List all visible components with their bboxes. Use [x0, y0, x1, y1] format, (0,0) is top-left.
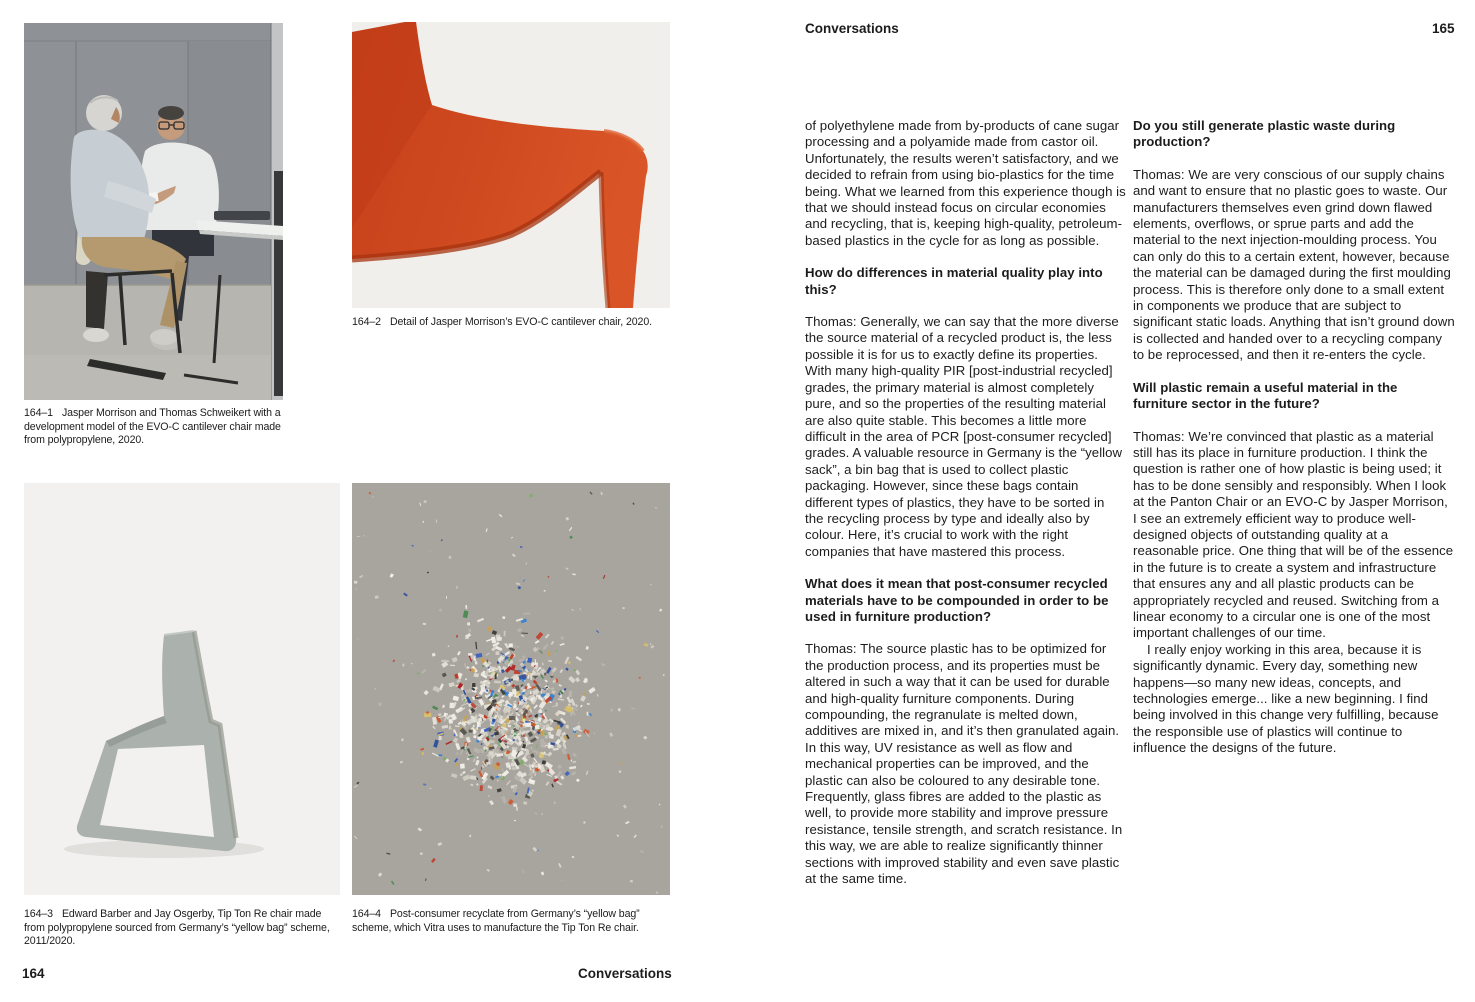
evo-c-chair-illustration: [352, 22, 670, 308]
right-page-number: 165: [1432, 21, 1455, 36]
answer-paragraph: Thomas: Generally, we can say that the more diverse the source material of a recycled product is, the less possible it is for us to exactly define its properties. With many high-quality PIR [post-industrial recycled] grades, the primary material is almost completely pure, and so the properties of the resulting material are also quite stable. This becomes a little more difficult in the area of PCR [post-consumer recycled] grades. A valuable resource in Germany is the “yellow sack”, a bin bag that is used to collect plastic packaging. However, since these bags contain different types of plastics, they have to be sorted in the recycling process by type and ideally also by colour. Here, it’s crucial to work with the right companies that have mastered this process.: [805, 314, 1123, 559]
left-page: [0, 0, 737, 1002]
left-page-number: 164: [22, 966, 45, 981]
question-heading: How do differences in material quality play into this?: [805, 265, 1103, 297]
figure-number: 164–4: [352, 908, 381, 920]
question-heading: Do you still generate plastic waste during production?: [1133, 118, 1396, 150]
caption-164-3: [24, 908, 330, 949]
caption-text: Edward Barber and Jay Osgerby, Tip Ton Re chair made from polypropylene sourced from Germany’s “yellow bag” scheme, 2011/2020.: [24, 908, 330, 948]
answer-paragraph: Thomas: We’re convinced that plastic as a material still has its place in furniture production. I think the question is rather one of how plastic is being used; it has to be done sensibly and responsibly. When I look at the Panton Chair or an EVO-C by Jasper Morrison, I see an extremely efficient way to produce well-designed objects of outstanding quality at a reasonable price. One thing that will be of the essence in the future is to create a system and infrastructure that ensures any and all plastic products can be appropriately recycled and reused. Switching from a linear economy to a circular one is one of the most important challenges of our time.: [1133, 428, 1454, 641]
question-heading: What does it mean that post-consumer recycled materials have to be compounded in order to be used in furniture production?: [805, 576, 1109, 624]
caption-164-2: [352, 316, 670, 330]
question-heading: Will plastic remain a useful material in the furniture sector in the future?: [1133, 379, 1398, 412]
figure-number: 164–1: [24, 407, 53, 419]
interview-photo-illustration: [24, 23, 283, 400]
answer-paragraph: Thomas: The source plastic has to be optimized for the production process, and its properties must be altered in such a way that it can be used for durable and high-quality furniture components. During compounding, the regranulate is melted down, additives are mixed in, and it’s then granulated again. In this way, UV resistance as well as flow and mechanical properties can be improved, and the plastic can also be coloured to any desirable tone. Frequently, glass fibres are added to the plastic as well, to provide more stability and improve pressure resistance, tensile strength, and scratch resistance. In this way, we are able to realize significantly thinner sections with improved stability and even save plastic at the same time.: [805, 641, 1123, 887]
interview-column-2: [1133, 118, 1455, 757]
left-page-section-footer: Conversations: [578, 966, 672, 981]
figure-164-3-photo: [24, 483, 340, 895]
answer-paragraph: of polyethylene made from by-products of cane sugar processing and a polyamide made from castor oil. Unfortunately, the results weren’t satisfactory, and we decided to refrain from using bio-plastics for the time being. What we learned from this experience though is that we should instead focus on circular economies and recycling, that is, keeping high-quality, petroleum-based plastics in the cycle for as long as possible.: [805, 118, 1126, 248]
interview-column-1: [805, 118, 1126, 887]
figure-164-4-photo: [352, 483, 670, 895]
caption-164-4: [352, 908, 670, 935]
right-page-section-header: Conversations: [805, 21, 899, 36]
answer-paragraph: Thomas: We are very conscious of our supply chains and want to ensure that no plastic goes to waste. Our manufacturers themselves even grind down flawed elements, overflows, or sprue parts and add the material to the next injection-moulding process. You can only do this to a certain extent, however, because the material can be damaged during the first moulding process. This is therefore only done to a small extent in components we produce that are subject to significant static loads. Anything that isn’t ground down is collected and handed over to a recycling company to be reprocessed, and then it re-enters the cycle.: [1133, 166, 1455, 363]
figure-number: 164–3: [24, 908, 53, 920]
figure-164-1-photo: [24, 23, 283, 400]
figure-164-2-photo: [352, 22, 670, 308]
recyclate-flakes-illustration: [352, 483, 670, 895]
caption-text: Jasper Morrison and Thomas Schweikert with a development model of the EVO-C cantilever chair made from polypropylene, 2020.: [24, 407, 281, 447]
answer-paragraph: I really enjoy working in this area, because it is significantly dynamic. Every day, something new happens—so many new ideas, concepts, and technologies emerge... like a new beginning. I find being involved in this change very fulfilling, because the responsible use of plastics will continue to influence the designs of the future.: [1133, 641, 1439, 756]
caption-text: Post-consumer recyclate from Germany’s “yellow bag” scheme, which Vitra uses to manufacture the Tip Ton Re chair.: [352, 908, 640, 934]
caption-text: Detail of Jasper Morrison’s EVO-C cantilever chair, 2020.: [389, 316, 652, 328]
figure-number: 164–2: [352, 316, 381, 328]
tip-ton-chair-illustration: [24, 483, 340, 895]
right-page: [737, 0, 1475, 1002]
caption-164-1: [24, 407, 304, 448]
